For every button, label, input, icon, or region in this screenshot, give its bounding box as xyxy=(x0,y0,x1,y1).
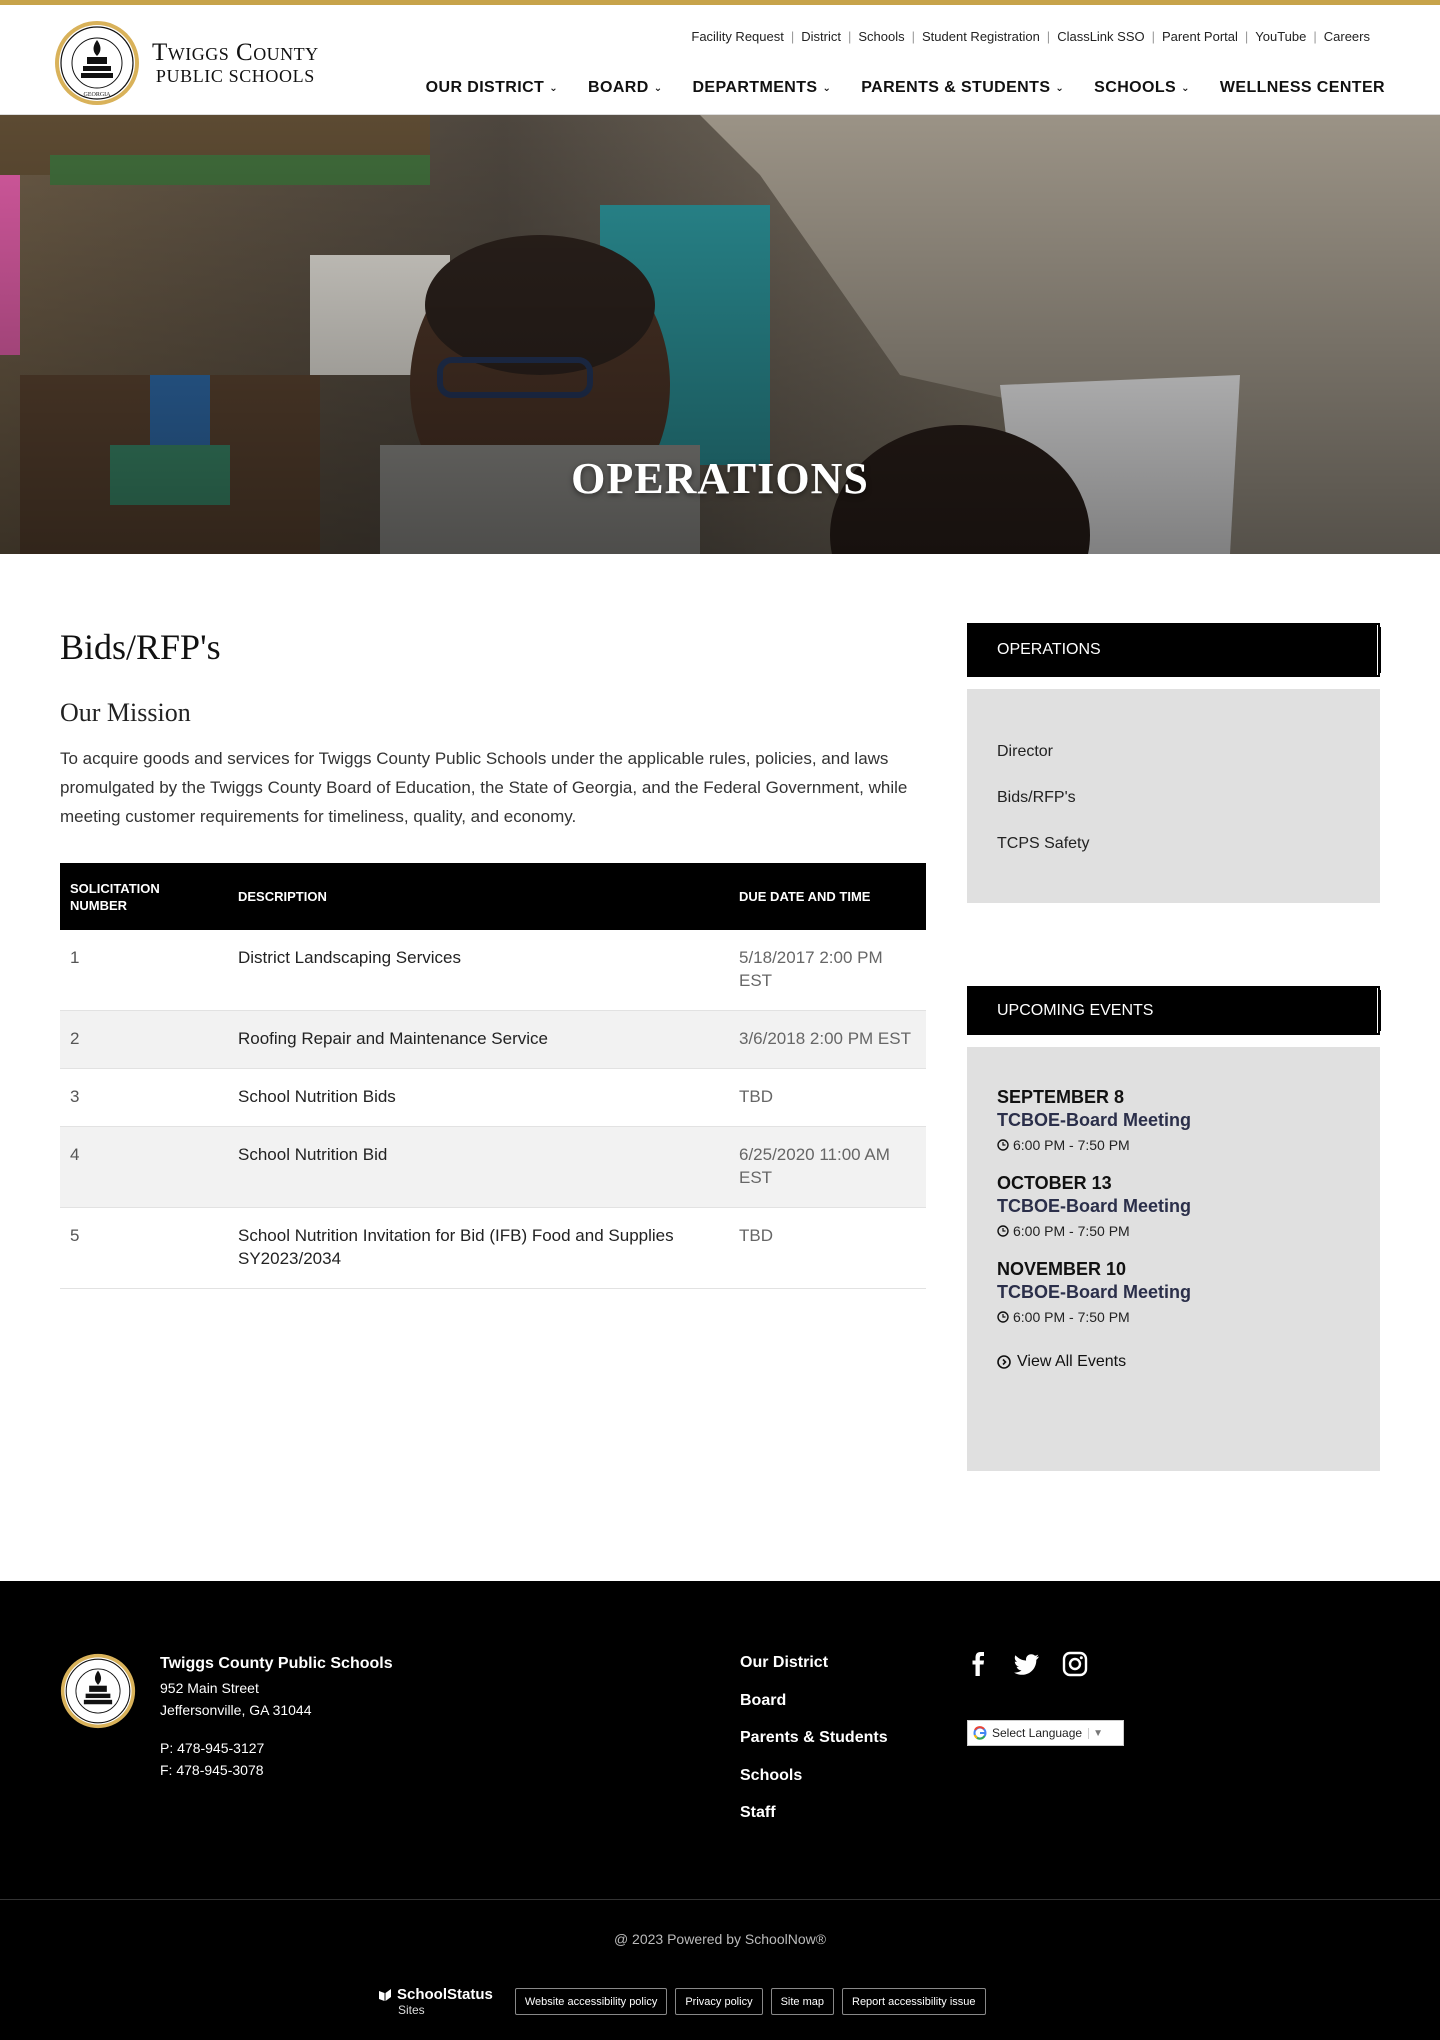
bid-due-date: 3/6/2018 2:00 PM EST xyxy=(729,1011,926,1069)
language-select[interactable] xyxy=(967,1720,1124,1746)
footer-address-line-1: 952 Main Street xyxy=(160,1680,259,1696)
operations-menu xyxy=(967,689,1380,903)
facebook-icon[interactable] xyxy=(966,1651,992,1677)
solicitation-number: 3 xyxy=(60,1069,228,1127)
table-row xyxy=(60,930,926,1011)
chevron-down-icon: ⌄ xyxy=(822,82,832,94)
event-title-link[interactable]: TCBOE-Board Meeting xyxy=(997,1196,1192,1216)
bid-due-date: 5/18/2017 2:00 PM EST xyxy=(729,930,926,1011)
svg-text:GEORGIA: GEORGIA xyxy=(83,92,111,98)
footer-link-our-district[interactable]: Our District xyxy=(740,1654,829,1671)
site-header xyxy=(0,5,1440,115)
table-row xyxy=(60,1208,926,1289)
bid-description: School Nutrition Bids xyxy=(228,1069,729,1127)
google-g-icon xyxy=(973,1726,987,1740)
bid-description: School Nutrition Invitation for Bid (IFB) Food and Supplies SY2023/2034 xyxy=(228,1208,729,1289)
footer-link-staff[interactable]: Staff xyxy=(740,1804,776,1821)
nav-departments[interactable]: DEPARTMENTS ⌄ xyxy=(692,79,832,96)
site-map-button[interactable]: Site map xyxy=(771,1988,834,2015)
util-link-careers[interactable]: Careers xyxy=(1323,29,1370,44)
main-nav xyxy=(426,79,1385,97)
bid-description: District Landscaping Services xyxy=(228,930,729,1011)
bid-due-date: TBD xyxy=(729,1069,926,1127)
main-content xyxy=(0,554,1440,1581)
schoolstatus-logo[interactable]: SchoolStatus Sites xyxy=(378,1986,493,2017)
chevron-down-icon: ⌄ xyxy=(1181,82,1190,94)
nav-wellness-center[interactable]: WELLNESS CENTER xyxy=(1219,79,1385,96)
chevron-down-icon: ⌄ xyxy=(1055,82,1065,94)
mission-text: To acquire goods and services for Twiggs County Public Schools under the applicable rules, policies, and laws promulgated by the Twiggs County Board of Education, the State of Georgia, and the Federal Government, while meeting customer requirements for timeliness, quality, and economy. xyxy=(60,749,908,826)
bid-description: School Nutrition Bid xyxy=(228,1127,729,1208)
social-links xyxy=(966,1651,1088,1677)
nav-board[interactable]: BOARD ⌄ xyxy=(588,79,663,96)
view-all-events-link[interactable]: View All Events xyxy=(997,1353,1350,1371)
twitter-icon[interactable] xyxy=(1014,1651,1040,1677)
event-item xyxy=(997,1259,1350,1325)
logo-line-2: PUBLIC SCHOOLS xyxy=(155,66,315,86)
footer-address-line-2: Jeffersonville, GA 31044 xyxy=(160,1702,312,1718)
footer-link-board[interactable]: Board xyxy=(740,1691,787,1709)
page-title: Bids/RFP's xyxy=(60,627,221,667)
district-seal-icon xyxy=(54,20,140,106)
bids-table xyxy=(60,863,926,1289)
privacy-policy-button[interactable]: Privacy policy xyxy=(675,1988,762,2015)
table-row xyxy=(60,1127,926,1208)
hero-title: OPERATIONS xyxy=(571,454,869,503)
bid-due-date: 6/25/2020 11:00 AM EST xyxy=(729,1127,926,1208)
event-date: NOVEMBER 10 xyxy=(997,1259,1127,1279)
event-title-link[interactable]: TCBOE-Board Meeting xyxy=(997,1282,1192,1302)
events-list xyxy=(967,1047,1380,1471)
mission-heading: Our Mission xyxy=(60,698,191,727)
events-heading: UPCOMING EVENTS xyxy=(967,986,1380,1035)
bid-due-date: TBD xyxy=(729,1208,926,1289)
nav-our-district[interactable]: OUR DISTRICT ⌄ xyxy=(425,79,559,96)
event-date: SEPTEMBER 8 xyxy=(997,1087,1125,1107)
instagram-icon[interactable] xyxy=(1062,1651,1088,1677)
chevron-down-icon: ⌄ xyxy=(653,82,663,94)
util-link-schools[interactable]: Schools xyxy=(858,29,905,44)
caret-down-icon: ▼ xyxy=(1088,1728,1103,1739)
sidebar-operations xyxy=(967,623,1380,903)
footer-fax: F: 478-945-3078 xyxy=(160,1762,264,1778)
footer-bottom-row xyxy=(378,1986,994,2017)
language-select-label: Select Language xyxy=(992,1726,1083,1740)
util-link-student-registration[interactable]: Student Registration xyxy=(922,29,1040,44)
powered-by-text: @ 2023 Powered by SchoolNow® xyxy=(613,1931,827,1947)
nav-schools[interactable]: SCHOOLS ⌄ xyxy=(1094,79,1190,96)
sidebar-item-tcps-safety[interactable]: TCPS Safety xyxy=(997,835,1090,852)
site-footer xyxy=(0,1581,1440,2040)
schoolstatus-book-icon xyxy=(378,1988,392,2002)
footer-divider xyxy=(0,1899,1440,1900)
clock-icon xyxy=(997,1225,1009,1237)
solicitation-number: 4 xyxy=(60,1127,228,1208)
header-description: DESCRIPTION xyxy=(228,863,729,930)
event-item xyxy=(997,1087,1350,1153)
header-solicitation-number: SOLICITATION NUMBER xyxy=(60,863,228,930)
sidebar-item-director[interactable]: Director xyxy=(997,743,1054,760)
util-link-district[interactable]: District xyxy=(801,29,841,44)
circle-arrow-right-icon xyxy=(997,1355,1011,1369)
report-accessibility-issue-button[interactable]: Report accessibility issue xyxy=(842,1988,986,2015)
footer-org-name: Twiggs County Public Schools xyxy=(160,1655,393,1672)
clock-icon xyxy=(997,1139,1009,1151)
event-time: 6:00 PM - 7:50 PM xyxy=(1013,1137,1130,1153)
event-title-link[interactable]: TCBOE-Board Meeting xyxy=(997,1110,1192,1130)
footer-contact xyxy=(160,1653,393,1781)
accessibility-policy-button[interactable]: Website accessibility policy xyxy=(515,1988,667,2015)
utility-nav: Facility Request | District | Schools | Student Registration | ClassLink SSO | Parent Portal | YouTube | Careers xyxy=(691,29,1370,44)
main-column xyxy=(60,626,926,1289)
header-due-date: DUE DATE AND TIME xyxy=(729,863,926,930)
solicitation-number: 2 xyxy=(60,1011,228,1069)
util-link-parent-portal[interactable]: Parent Portal xyxy=(1162,29,1238,44)
event-item xyxy=(997,1173,1350,1239)
solicitation-number: 5 xyxy=(60,1208,228,1289)
solicitation-number: 1 xyxy=(60,930,228,1011)
chevron-down-icon: ⌄ xyxy=(549,82,559,94)
footer-link-schools[interactable]: Schools xyxy=(740,1766,803,1784)
clock-icon xyxy=(997,1311,1009,1323)
table-row xyxy=(60,1011,926,1069)
table-header-row xyxy=(60,863,926,930)
district-seal-icon xyxy=(60,1653,136,1729)
event-time: 6:00 PM - 7:50 PM xyxy=(1013,1223,1130,1239)
event-time: 6:00 PM - 7:50 PM xyxy=(1013,1309,1130,1325)
bid-description: Roofing Repair and Maintenance Service xyxy=(228,1011,729,1069)
table-row xyxy=(60,1069,926,1127)
operations-heading: OPERATIONS xyxy=(967,623,1380,677)
sidebar-item-bids-rfps[interactable]: Bids/RFP's xyxy=(997,789,1076,806)
hero-banner xyxy=(0,115,1440,554)
logo-line-1: Twiggs County xyxy=(152,39,319,66)
site-logo[interactable] xyxy=(54,20,319,106)
footer-phone: P: 478-945-3127 xyxy=(160,1740,265,1756)
util-link-youtube[interactable]: YouTube xyxy=(1255,29,1307,44)
util-link-facility-request[interactable]: Facility Request xyxy=(691,29,784,44)
footer-links xyxy=(740,1653,888,1841)
footer-link-parents-students[interactable]: Parents & Students xyxy=(740,1729,888,1746)
event-date: OCTOBER 13 xyxy=(997,1173,1112,1193)
util-link-classlink-sso[interactable]: ClassLink SSO xyxy=(1057,29,1145,44)
sidebar-upcoming-events xyxy=(967,986,1380,1471)
nav-parents-students[interactable]: PARENTS & STUDENTS ⌄ xyxy=(861,79,1065,96)
